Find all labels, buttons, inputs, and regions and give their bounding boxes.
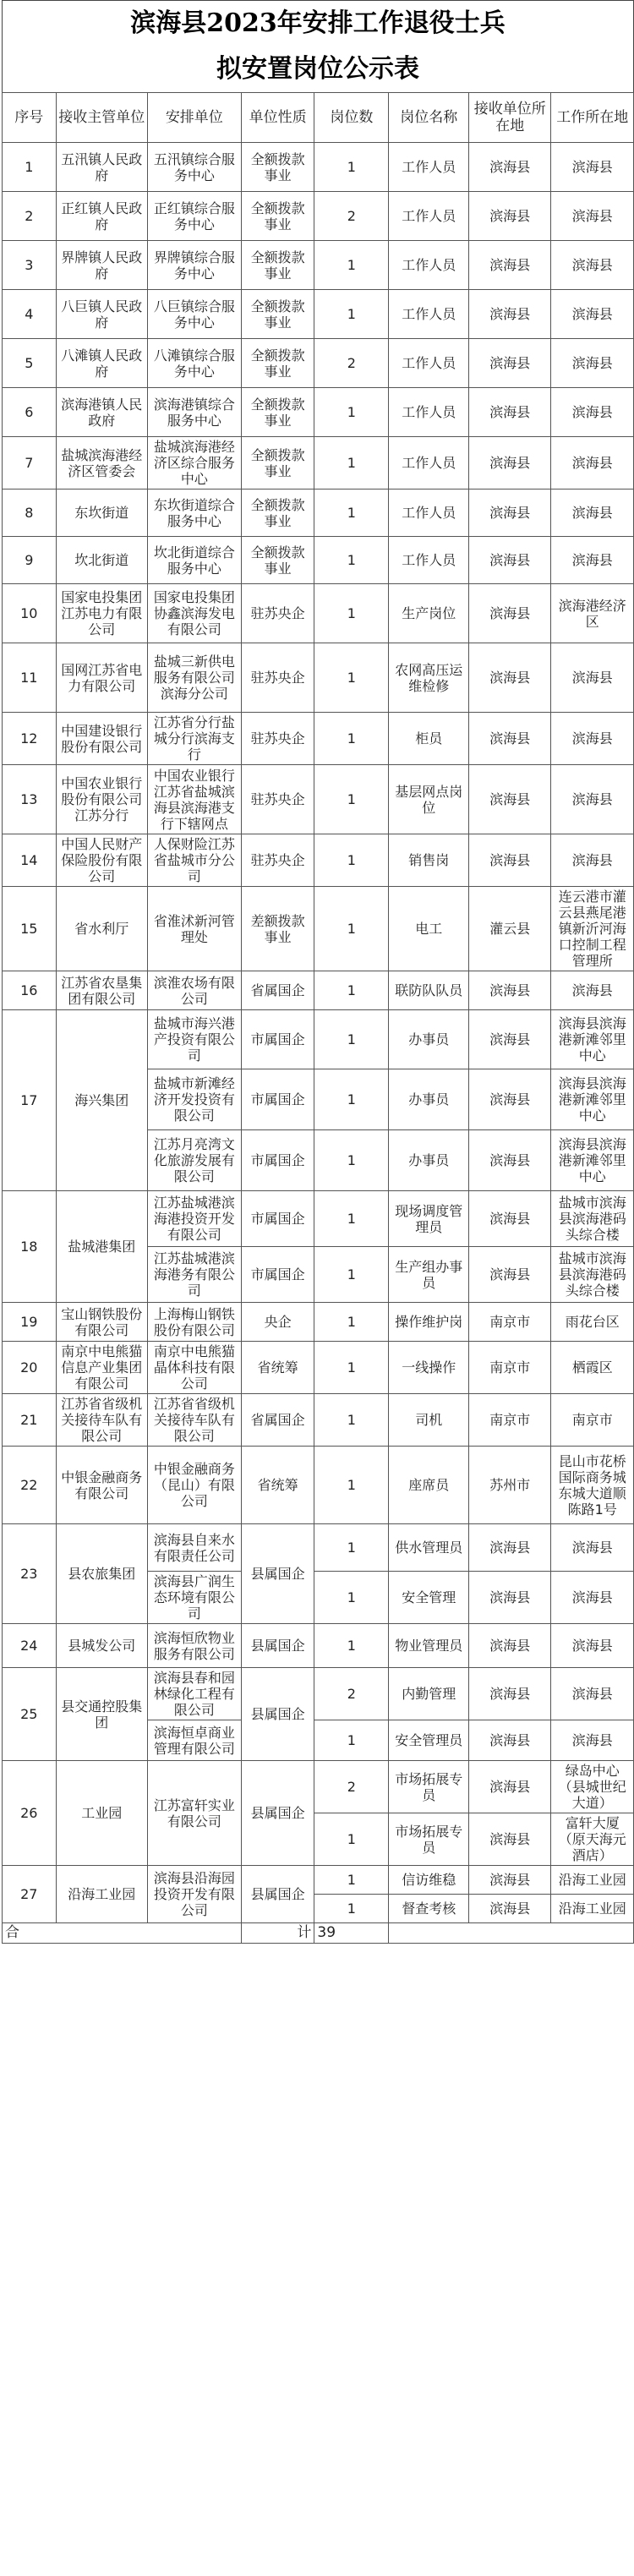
receiving-dept: 界牌镇人民政府 [56,241,147,290]
position-name: 农网高压运维检修 [389,643,469,713]
position-count: 2 [314,339,389,388]
position-count: 1 [314,834,389,887]
receiving-dept: 宝山钢铁股份有限公司 [56,1303,147,1342]
unit-location: 滨海县 [469,1010,551,1069]
unit-nature: 全额拨款事业 [241,192,314,241]
work-location: 滨海县 [551,339,634,388]
row-number: 11 [3,643,57,713]
position-name: 工作人员 [389,388,469,437]
position-count: 1 [314,971,389,1010]
position-count: 1 [314,887,389,971]
position-name: 供水管理员 [389,1524,469,1572]
work-location: 滨海县 [551,1524,634,1572]
receiving-dept: 国家电投集团江苏电力有限公司 [56,584,147,643]
receiving-dept: 南京中电熊猫信息产业集团有限公司 [56,1342,147,1394]
total-value: 39 [314,1923,389,1944]
position-count: 1 [314,1447,389,1524]
placement-unit: 滨海港镇综合服务中心 [147,388,241,437]
receiving-dept: 东坎街道 [56,489,147,537]
work-location: 滨海县 [551,1720,634,1761]
unit-nature: 县属国企 [241,1524,314,1624]
unit-location: 滨海县 [469,1866,551,1895]
unit-location: 滨海县 [469,192,551,241]
table-row [3,1191,634,1247]
table-row [3,1761,634,1813]
placement-unit: 盐城滨海港经济区综合服务中心 [147,437,241,489]
position-name: 工作人员 [389,339,469,388]
unit-nature: 县属国企 [241,1866,314,1923]
receiving-dept: 省水利厅 [56,887,147,971]
unit-location: 滨海县 [469,1624,551,1668]
unit-nature: 全额拨款事业 [241,143,314,192]
header-col-loc: 接收单位所在地 [469,93,551,143]
unit-nature: 市属国企 [241,1010,314,1069]
position-name: 安全管理员 [389,1720,469,1761]
table-row [3,1668,634,1720]
position-count: 1 [314,143,389,192]
unit-location: 滨海县 [469,1191,551,1247]
unit-nature: 市属国企 [241,1191,314,1247]
receiving-dept: 中银金融商务有限公司 [56,1447,147,1524]
unit-nature: 省属国企 [241,1394,314,1447]
table-header [3,93,634,143]
table-row [3,489,634,537]
receiving-dept: 江苏省省级机关接待车队有限公司 [56,1394,147,1447]
unit-location: 滨海县 [469,584,551,643]
position-count: 1 [314,643,389,713]
row-number: 12 [3,713,57,765]
receiving-dept: 沿海工业园 [56,1866,147,1923]
table-row [3,1303,634,1342]
row-number: 8 [3,489,57,537]
table-row [3,1447,634,1524]
total-empty [389,1923,634,1944]
notice-sheet [2,0,634,1944]
unit-location: 滨海县 [469,290,551,339]
receiving-dept: 中国建设银行股份有限公司 [56,713,147,765]
unit-location: 滨海县 [469,1720,551,1761]
position-name: 司机 [389,1394,469,1447]
placement-unit: 八巨镇综合服务中心 [147,290,241,339]
unit-location: 滨海县 [469,437,551,489]
row-number: 4 [3,290,57,339]
placement-unit: 江苏省省级机关接待车队有限公司 [147,1394,241,1447]
work-location: 滨海县 [551,143,634,192]
work-location: 滨海县 [551,290,634,339]
unit-location: 滨海县 [469,537,551,584]
placement-unit: 江苏富轩实业有限公司 [147,1761,241,1866]
placement-unit: 界牌镇综合服务中心 [147,241,241,290]
position-count: 2 [314,1668,389,1720]
work-location: 滨海县滨海港新滩邻里中心 [551,1130,634,1191]
unit-location: 滨海县 [469,1813,551,1866]
work-location: 盐城市滨海县滨海港码头综合楼 [551,1191,634,1247]
row-number: 20 [3,1342,57,1394]
placement-unit: 坎北街道综合服务中心 [147,537,241,584]
positions-table [2,92,634,1944]
position-count: 1 [314,1303,389,1342]
row-number: 21 [3,1394,57,1447]
unit-nature: 全额拨款事业 [241,388,314,437]
table-row [3,643,634,713]
placement-unit: 江苏月亮湾文化旅游发展有限公司 [147,1130,241,1191]
unit-location: 灌云县 [469,887,551,971]
unit-nature: 央企 [241,1303,314,1342]
row-number: 23 [3,1524,57,1624]
work-location: 沿海工业园 [551,1895,634,1923]
unit-location: 滨海县 [469,241,551,290]
unit-location: 滨海县 [469,339,551,388]
receiving-dept: 八巨镇人民政府 [56,290,147,339]
row-number: 3 [3,241,57,290]
placement-unit: 正红镇综合服务中心 [147,192,241,241]
title-line-2: 拟安置岗位公示表 [216,54,419,84]
position-name: 操作维护岗 [389,1303,469,1342]
unit-nature: 驻苏央企 [241,765,314,834]
work-location: 盐城市滨海县滨海港码头综合楼 [551,1247,634,1303]
position-count: 1 [314,1720,389,1761]
position-count: 1 [314,1624,389,1668]
total-label-right: 计 [241,1923,314,1944]
unit-location: 滨海县 [469,1130,551,1191]
unit-location: 滨海县 [469,1761,551,1813]
unit-location: 滨海县 [469,1895,551,1923]
work-location: 滨海县 [551,437,634,489]
row-number: 6 [3,388,57,437]
unit-location: 滨海县 [469,1247,551,1303]
document-title [2,0,634,92]
row-number: 27 [3,1866,57,1923]
unit-location: 滨海县 [469,971,551,1010]
position-name: 物业管理员 [389,1624,469,1668]
work-location: 沿海工业园 [551,1866,634,1895]
unit-nature: 驻苏央企 [241,713,314,765]
row-number: 16 [3,971,57,1010]
row-number: 17 [3,1010,57,1191]
placement-unit: 盐城市海兴港产投资有限公司 [147,1010,241,1069]
position-count: 1 [314,437,389,489]
table-row [3,192,634,241]
unit-nature: 全额拨款事业 [241,437,314,489]
unit-nature: 全额拨款事业 [241,537,314,584]
position-name: 工作人员 [389,290,469,339]
receiving-dept: 县城发公司 [56,1624,147,1668]
unit-nature: 全额拨款事业 [241,290,314,339]
work-location: 滨海县 [551,388,634,437]
position-name: 生产组办事员 [389,1247,469,1303]
position-name: 办事员 [389,1130,469,1191]
receiving-dept: 八滩镇人民政府 [56,339,147,388]
position-count: 2 [314,1761,389,1813]
work-location: 滨海县 [551,643,634,713]
work-location: 滨海县 [551,241,634,290]
work-location: 滨海县 [551,971,634,1010]
unit-location: 滨海县 [469,1069,551,1130]
table-row [3,971,634,1010]
unit-location: 滨海县 [469,834,551,887]
total-label-left: 合 [3,1923,242,1944]
position-name: 销售岗 [389,834,469,887]
row-number: 25 [3,1668,57,1761]
header-col-no: 序号 [3,93,57,143]
position-count: 1 [314,1010,389,1069]
position-count: 1 [314,1191,389,1247]
row-number: 15 [3,887,57,971]
unit-location: 滨海县 [469,643,551,713]
unit-location: 南京市 [469,1342,551,1394]
receiving-dept: 县交通控股集团 [56,1668,147,1761]
table-row [3,765,634,834]
position-count: 1 [314,489,389,537]
work-location: 滨海县 [551,834,634,887]
work-location: 滨海县 [551,1624,634,1668]
receiving-dept: 正红镇人民政府 [56,192,147,241]
work-location: 滨海县 [551,537,634,584]
header-col-unit: 安排单位 [147,93,241,143]
position-name: 现场调度管理员 [389,1191,469,1247]
unit-location: 滨海县 [469,1572,551,1624]
unit-nature: 省属国企 [241,971,314,1010]
work-location: 滨海县滨海港新滩邻里中心 [551,1010,634,1069]
position-count: 1 [314,388,389,437]
position-name: 柜员 [389,713,469,765]
position-count: 1 [314,584,389,643]
position-count: 1 [314,290,389,339]
work-location: 滨海县 [551,1668,634,1720]
placement-unit: 人保财险江苏省盐城市分公司 [147,834,241,887]
receiving-dept: 坎北街道 [56,537,147,584]
receiving-dept: 五汛镇人民政府 [56,143,147,192]
position-name: 座席员 [389,1447,469,1524]
placement-unit: 盐城市新滩经济开发投资有限公司 [147,1069,241,1130]
receiving-dept: 江苏省农垦集团有限公司 [56,971,147,1010]
unit-nature: 市属国企 [241,1069,314,1130]
placement-unit: 滨海县自来水有限责任公司 [147,1524,241,1572]
unit-nature: 市属国企 [241,1130,314,1191]
position-name: 工作人员 [389,192,469,241]
work-location: 昆山市花桥国际商务城东城大道顺陈路1号 [551,1447,634,1524]
work-location: 雨花台区 [551,1303,634,1342]
position-count: 1 [314,1813,389,1866]
position-count: 1 [314,765,389,834]
placement-unit: 南京中电熊猫晶体科技有限公司 [147,1342,241,1394]
table-row [3,537,634,584]
header-col-work: 工作所在地 [551,93,634,143]
title-line-1: 滨海县2023年安排工作退役士兵 [130,8,506,38]
position-count: 1 [314,713,389,765]
unit-nature: 全额拨款事业 [241,339,314,388]
work-location: 滨海县 [551,489,634,537]
table-row [3,713,634,765]
placement-unit: 滨淮农场有限公司 [147,971,241,1010]
placement-unit: 东坎街道综合服务中心 [147,489,241,537]
unit-nature: 市属国企 [241,1247,314,1303]
unit-location: 滨海县 [469,713,551,765]
work-location: 富轩大厦（原天海元酒店） [551,1813,634,1866]
header-col-dept: 接收主管单位 [56,93,147,143]
placement-unit: 江苏盐城港滨海港务有限公司 [147,1247,241,1303]
placement-unit: 盐城三新供电服务有限公司滨海分公司 [147,643,241,713]
position-name: 市场拓展专员 [389,1813,469,1866]
table-row [3,1342,634,1394]
unit-location: 滨海县 [469,765,551,834]
placement-unit: 省淮沭新河管理处 [147,887,241,971]
table-row [3,1866,634,1895]
position-name: 办事员 [389,1069,469,1130]
unit-nature: 驻苏央企 [241,834,314,887]
work-location: 滨海县 [551,713,634,765]
position-count: 1 [314,1130,389,1191]
position-name: 安全管理 [389,1572,469,1624]
position-name: 工作人员 [389,241,469,290]
receiving-dept: 中国农业银行股份有限公司江苏分行 [56,765,147,834]
receiving-dept: 盐城港集团 [56,1191,147,1303]
position-name: 生产岗位 [389,584,469,643]
row-number: 10 [3,584,57,643]
work-location: 绿岛中心（县城世纪大道） [551,1761,634,1813]
row-number: 5 [3,339,57,388]
unit-location: 苏州市 [469,1447,551,1524]
unit-nature: 差额拨款事业 [241,887,314,971]
table-body [3,143,634,1944]
header-col-count: 岗位数 [314,93,389,143]
table-row [3,1624,634,1668]
position-count: 1 [314,1069,389,1130]
work-location: 滨海县 [551,765,634,834]
placement-unit: 江苏省分行盐城分行滨海支行 [147,713,241,765]
unit-nature: 省统筹 [241,1342,314,1394]
placement-unit: 八滩镇综合服务中心 [147,339,241,388]
receiving-dept: 滨海港镇人民政府 [56,388,147,437]
placement-unit: 中银金融商务（昆山）有限公司 [147,1447,241,1524]
unit-location: 滨海县 [469,1524,551,1572]
receiving-dept: 海兴集团 [56,1010,147,1191]
receiving-dept: 县农旅集团 [56,1524,147,1624]
header-col-nature: 单位性质 [241,93,314,143]
position-name: 一线操作 [389,1342,469,1394]
row-number: 1 [3,143,57,192]
work-location: 滨海县滨海港新滩邻里中心 [551,1069,634,1130]
unit-location: 滨海县 [469,143,551,192]
position-name: 督查考核 [389,1895,469,1923]
work-location: 滨海县 [551,1572,634,1624]
unit-location: 滨海县 [469,1668,551,1720]
unit-nature: 县属国企 [241,1668,314,1761]
position-name: 电工 [389,887,469,971]
position-count: 1 [314,1342,389,1394]
position-count: 1 [314,1394,389,1447]
position-count: 1 [314,1572,389,1624]
unit-location: 滨海县 [469,489,551,537]
work-location: 栖霞区 [551,1342,634,1394]
position-count: 1 [314,537,389,584]
position-name: 信访维稳 [389,1866,469,1895]
table-row [3,143,634,192]
row-number: 7 [3,437,57,489]
placement-unit: 中国农业银行江苏省盐城滨海县滨海港支行下辖网点 [147,765,241,834]
receiving-dept: 国网江苏省电力有限公司 [56,643,147,713]
row-number: 26 [3,1761,57,1866]
receiving-dept: 中国人民财产保险股份有限公司 [56,834,147,887]
position-name: 内勤管理 [389,1668,469,1720]
unit-nature: 省统筹 [241,1447,314,1524]
row-number: 18 [3,1191,57,1303]
placement-unit: 五汛镇综合服务中心 [147,143,241,192]
row-number: 14 [3,834,57,887]
placement-unit: 上海梅山钢铁股份有限公司 [147,1303,241,1342]
placement-unit: 江苏盐城港滨海港投资开发有限公司 [147,1191,241,1247]
header-col-post: 岗位名称 [389,93,469,143]
row-number: 2 [3,192,57,241]
row-number: 13 [3,765,57,834]
placement-unit: 滨海县广润生态环境有限公司 [147,1572,241,1624]
position-name: 办事员 [389,1010,469,1069]
table-row [3,388,634,437]
table-row [3,437,634,489]
row-number: 19 [3,1303,57,1342]
position-count: 1 [314,241,389,290]
placement-unit: 国家电投集团协鑫滨海发电有限公司 [147,584,241,643]
position-count: 1 [314,1866,389,1895]
unit-nature: 县属国企 [241,1624,314,1668]
row-number: 22 [3,1447,57,1524]
position-name: 工作人员 [389,143,469,192]
table-row [3,241,634,290]
table-row [3,339,634,388]
work-location: 连云港市灌云县燕尾港镇新沂河海口控制工程管理所 [551,887,634,971]
unit-location: 滨海县 [469,388,551,437]
unit-location: 南京市 [469,1394,551,1447]
row-number: 24 [3,1624,57,1668]
unit-nature: 全额拨款事业 [241,241,314,290]
table-row [3,834,634,887]
position-count: 1 [314,1247,389,1303]
unit-location: 南京市 [469,1303,551,1342]
work-location: 滨海县 [551,192,634,241]
table-row [3,887,634,971]
position-name: 市场拓展专员 [389,1761,469,1813]
placement-unit: 滨海县春和园林绿化工程有限公司 [147,1668,241,1720]
position-count: 1 [314,1895,389,1923]
position-name: 工作人员 [389,489,469,537]
placement-unit: 滨海县沿海园投资开发有限公司 [147,1866,241,1923]
unit-nature: 县属国企 [241,1761,314,1866]
unit-nature: 驻苏央企 [241,643,314,713]
position-name: 基层网点岗位 [389,765,469,834]
unit-nature: 驻苏央企 [241,584,314,643]
placement-unit: 滨海恒欣物业服务有限公司 [147,1624,241,1668]
position-name: 联防队队员 [389,971,469,1010]
unit-nature: 全额拨款事业 [241,489,314,537]
position-name: 工作人员 [389,437,469,489]
position-name: 工作人员 [389,537,469,584]
work-location: 南京市 [551,1394,634,1447]
table-row [3,1394,634,1447]
position-count: 2 [314,192,389,241]
table-row [3,290,634,339]
receiving-dept: 工业园 [56,1761,147,1866]
table-row [3,584,634,643]
placement-unit: 滨海恒卓商业管理有限公司 [147,1720,241,1761]
table-row [3,1524,634,1572]
position-count: 1 [314,1524,389,1572]
table-row [3,1010,634,1069]
row-number: 9 [3,537,57,584]
work-location: 滨海港经济区 [551,584,634,643]
receiving-dept: 盐城滨海港经济区管委会 [56,437,147,489]
total-row [3,1923,634,1944]
